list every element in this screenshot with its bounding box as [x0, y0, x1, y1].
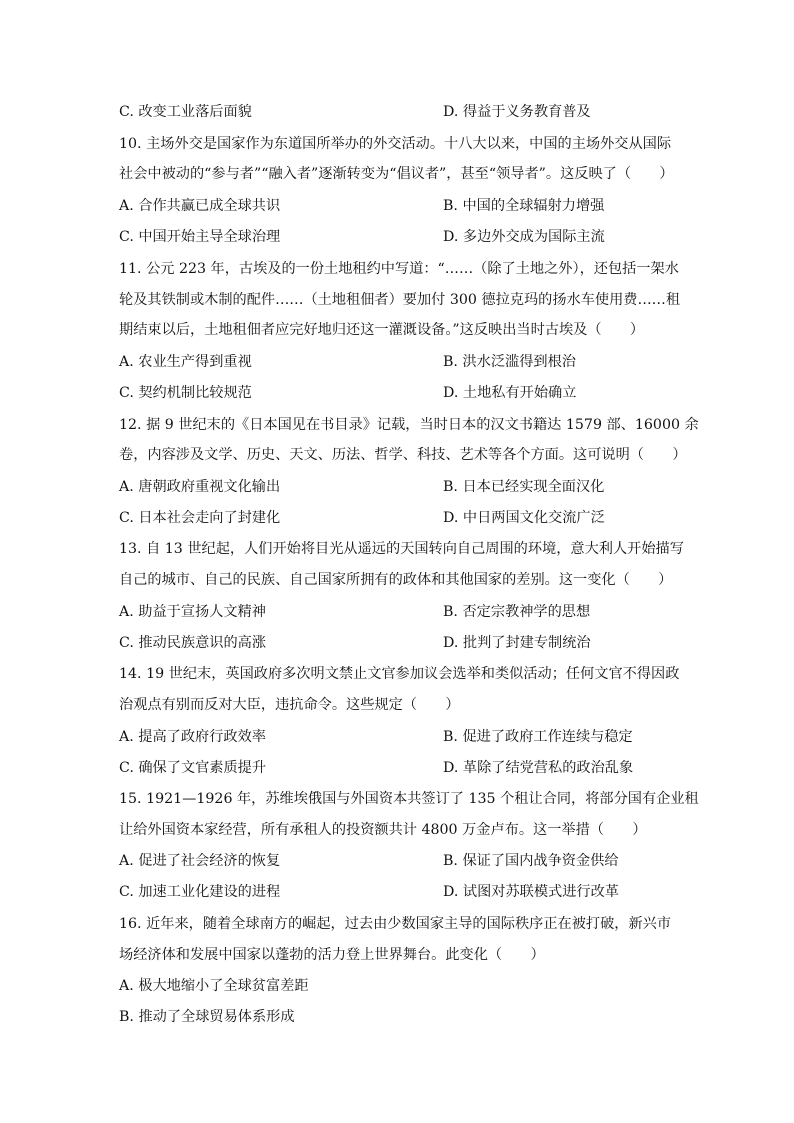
q11-stem-line-2: 轮及其铁制或木制的配件……（土地租佃者）要加付 300 德拉克玛的扬水车使用费……租 — [119, 292, 681, 308]
q16-option-a: A. 极大地缩小了全球贫富差距 — [119, 978, 309, 994]
q16-option-b: B. 推动了全球贸易体系形成 — [119, 1009, 295, 1025]
q10-option-c: C. 中国开始主导全球治理 — [119, 229, 281, 245]
q14-option-d: D. 革除了结党营私的政治乱象 — [443, 760, 634, 776]
q10-stem-line-2: 社会中被动的“参与者”“融入者”逐渐转变为“倡议者”，甚至“领导者”。这反映了（ ） — [119, 166, 674, 182]
q13-stem-line-2: 自己的城市、自己的民族、自己国家所拥有的政体和其他国家的差别。这一变化（ ） — [119, 572, 673, 588]
q15-stem-line-2: 让给外国资本家经营，所有承租人的投资额共计 4800 万金卢布。这一举措（ ） — [119, 822, 647, 838]
q12-stem-line-2: 卷，内容涉及文学、历史、天文、历法、哲学、科技、艺术等各个方面。这可说明（ ） — [119, 447, 687, 463]
q14-option-c: C. 确保了文官素质提升 — [119, 760, 267, 776]
q10-option-d: D. 多边外交成为国际主流 — [443, 229, 605, 245]
q13-stem-line-1: 13. 自 13 世纪起，人们开始将目光从遥远的天国转向自己周围的环境，意大利人开始描写 — [119, 541, 684, 557]
q11-option-d: D. 土地私有开始确立 — [443, 385, 577, 401]
q10-stem-line-1: 10. 主场外交是国家作为东道国所举办的外交活动。十八大以来，中国的主场外交从国际 — [119, 136, 672, 152]
q14-stem-line-2: 治观点有别而反对大臣，违抗命令。这些规定（ ） — [119, 697, 460, 713]
q15-option-a: A. 促进了社会经济的恢复 — [119, 853, 281, 869]
q11-option-b: B. 洪水泛滥得到根治 — [443, 354, 576, 370]
q13-option-a: A. 助益于宣扬人文精神 — [119, 604, 266, 620]
q10-option-b: B. 中国的全球辐射力增强 — [443, 198, 605, 214]
q12-option-c: C. 日本社会走向了封建化 — [119, 510, 281, 526]
q15-option-d: D. 试图对苏联模式进行改革 — [443, 884, 619, 900]
q11-stem-line-1: 11. 公元 223 年，古埃及的一份土地租约中写道：“……（除了土地之外），还包括一架水 — [119, 261, 679, 277]
q13-option-d: D. 批判了封建专制统治 — [443, 635, 591, 651]
q11-option-a: A. 农业生产得到重视 — [119, 354, 252, 370]
q13-option-c: C. 推动民族意识的高涨 — [119, 635, 267, 651]
q14-stem-line-1: 14. 19 世纪末，英国政府多次明文禁止文官参加议会选举和类似活动；任何文官不得因政 — [119, 666, 680, 682]
q14-option-b: B. 促进了政府工作连续与稳定 — [443, 729, 633, 745]
q9-option-c: C. 改变工业落后面貌 — [119, 104, 252, 120]
q16-stem-line-2: 场经济体和发展中国家以蓬勃的活力登上世界舞台。此变化（ ） — [119, 947, 545, 963]
q12-option-a: A. 唐朝政府重视文化输出 — [119, 479, 281, 495]
q9-option-d: D. 得益于义务教育普及 — [443, 104, 591, 120]
q15-option-b: B. 保证了国内战争资金供给 — [443, 853, 619, 869]
q16-stem-line-1: 16. 近年来，随着全球南方的崛起，过去由少数国家主导的国际秩序正在被打破，新兴市 — [119, 916, 672, 932]
q13-option-b: B. 否定宗教神学的思想 — [443, 604, 591, 620]
q10-option-a: A. 合作共赢已成全球共识 — [119, 198, 281, 214]
q11-option-c: C. 契约机制比较规范 — [119, 385, 252, 401]
q12-stem-line-1: 12. 据 9 世纪末的《日本国见在书目录》记载，当时日本的汉文书籍达 1579 部、16000 余 — [119, 417, 699, 433]
q15-option-c: C. 加速工业化建设的进程 — [119, 884, 281, 900]
q12-option-b: B. 日本已经实现全面汉化 — [443, 479, 605, 495]
q12-option-d: D. 中日两国文化交流广泛 — [443, 510, 605, 526]
q15-stem-line-1: 15. 1921—1926 年，苏维埃俄国与外国资本共签订了 135 个租让合同，将部分国有企业租 — [119, 791, 699, 807]
q11-stem-line-3: 期结束以后，土地租佃者应完好地归还这一灌溉设备。”这反映出当时古埃及（ ） — [119, 322, 645, 338]
q14-option-a: A. 提高了政府行政效率 — [119, 729, 266, 745]
